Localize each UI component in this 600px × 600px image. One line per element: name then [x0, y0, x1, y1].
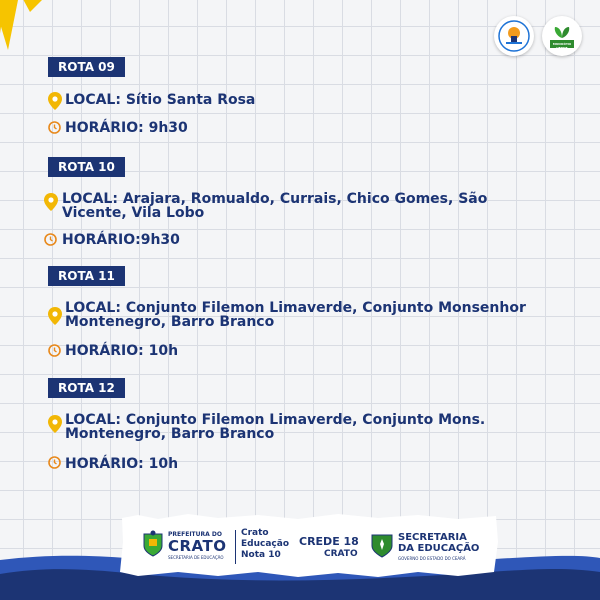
location-pin-icon — [48, 307, 62, 325]
edu-line: Educação — [241, 539, 289, 549]
route-local — [65, 413, 485, 441]
prefeitura-label: PREFEITURA DO — [168, 531, 222, 538]
clock-icon — [48, 456, 61, 469]
secretaria-line: DA EDUCAÇÃO — [398, 543, 480, 554]
route-local-line: Vicente, Vila Lobo — [62, 205, 205, 221]
route-local-line: Montenegro, Barro Branco — [65, 314, 275, 330]
crede-city: CRATO — [324, 549, 358, 559]
clock-icon — [44, 233, 57, 246]
clock-icon — [48, 121, 61, 134]
location-pin-icon — [48, 415, 62, 433]
route-time: HORÁRIO:9h30 — [62, 232, 180, 248]
route-local — [65, 301, 526, 329]
secretaria-logo-text — [398, 532, 479, 554]
footer-divider — [235, 530, 236, 564]
route-badge: ROTA 12 — [48, 378, 125, 398]
route-time: HORÁRIO: 10h — [65, 456, 179, 472]
route-local-line: LOCAL: Conjunto Filemon Limaverde, Conjunto Monsenhor — [65, 300, 526, 316]
green-seal-label: MUNICÍPIO VERDE — [552, 42, 572, 50]
green-seal-logo — [542, 16, 582, 56]
secretaria-line: SECRETARIA — [398, 532, 467, 543]
route-badge: ROTA 09 — [48, 57, 125, 77]
route-badge: ROTA 10 — [48, 157, 125, 177]
route-local-line: LOCAL: Conjunto Filemon Limaverde, Conjunto Mons. — [65, 412, 486, 428]
ceara-state-emblem-icon — [370, 532, 394, 558]
secretaria-educacao-caption: SECRETARIA DE EDUCAÇÃO — [168, 555, 224, 560]
route-badge: ROTA 11 — [48, 266, 125, 286]
route-local-line: LOCAL: Arajara, Romualdo, Currais, Chico Gomes, São — [62, 191, 488, 207]
route-local — [65, 93, 255, 107]
route-time: HORÁRIO: 10h — [65, 343, 179, 359]
municipal-seal-logo — [494, 16, 534, 56]
governo-caption: GOVERNO DO ESTADO DO CEARÁ — [398, 556, 466, 561]
clock-icon — [48, 344, 61, 357]
edu-line: Crato — [241, 528, 269, 538]
location-pin-icon — [44, 193, 58, 211]
route-local — [62, 192, 487, 220]
route-local-line: Montenegro, Barro Branco — [65, 426, 275, 442]
crato-logo-text: CRATO — [168, 537, 227, 555]
crede-label: CREDE 18 — [299, 535, 359, 548]
partner-logos — [494, 16, 582, 56]
route-time: HORÁRIO: 9h30 — [65, 120, 188, 136]
route-local-line: LOCAL: Sítio Santa Rosa — [65, 92, 256, 108]
edu-line: Nota 10 — [241, 550, 281, 560]
crato-educacao-nota10 — [241, 528, 289, 561]
location-pin-icon — [48, 92, 62, 110]
sun-rays-decoration — [0, 0, 80, 60]
crato-coat-of-arms-icon — [141, 530, 165, 558]
